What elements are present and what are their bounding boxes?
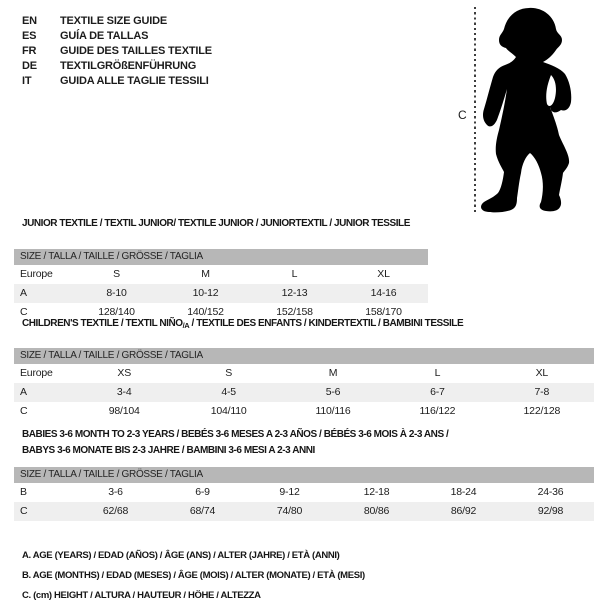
size-cell: 104/110 bbox=[210, 405, 247, 417]
size-cell: 4-5 bbox=[221, 386, 236, 398]
height-measure-line bbox=[474, 7, 476, 213]
language-row-fr bbox=[22, 44, 212, 59]
size-cell: L bbox=[291, 268, 298, 280]
size-cell: M bbox=[328, 367, 338, 379]
size-cell: 92/98 bbox=[537, 505, 564, 517]
row-label: C bbox=[20, 405, 28, 417]
table-row-b bbox=[14, 483, 594, 502]
size-cell: 86/92 bbox=[450, 505, 477, 517]
language-title: GUÍA DE TALLAS bbox=[60, 30, 149, 42]
row-label: C bbox=[20, 306, 28, 318]
size-cell: M bbox=[201, 268, 210, 280]
size-cell: 140/152 bbox=[187, 306, 224, 318]
language-row-de bbox=[22, 59, 212, 74]
table-row-europe bbox=[14, 265, 428, 284]
size-cell: S bbox=[113, 268, 120, 280]
size-cell: 6-7 bbox=[430, 386, 445, 398]
note-c: C. (cm) HEIGHT / ALTURA / HAUTEUR / HÖHE / ALTEZZA bbox=[22, 590, 261, 600]
language-row-en bbox=[22, 14, 212, 29]
size-cell: 128/140 bbox=[98, 306, 135, 318]
height-measure-label: C bbox=[458, 108, 467, 122]
size-cell: 110/116 bbox=[315, 405, 351, 417]
junior-table-title: JUNIOR TEXTILE / TEXTIL JUNIOR/ TEXTILE JUNIOR / JUNIORTEXTIL / JUNIOR TESSILE bbox=[22, 218, 410, 229]
babies-table-title bbox=[22, 427, 448, 459]
size-cell: XS bbox=[117, 367, 131, 379]
language-code: ES bbox=[22, 30, 37, 42]
title-text: / TEXTILE DES ENFANTS / KINDERTEXTIL / BAMBINI TESSILE bbox=[189, 318, 464, 329]
row-label: C bbox=[20, 505, 28, 517]
legend-notes bbox=[22, 546, 365, 600]
children-size-table bbox=[14, 348, 594, 421]
row-label: B bbox=[20, 486, 27, 498]
size-header-band: SIZE / TALLA / TAILLE / GRÖSSE / TAGLIA bbox=[14, 467, 594, 483]
row-label: Europe bbox=[20, 268, 53, 280]
size-cell: 7-8 bbox=[534, 386, 550, 398]
baby-silhouette-icon bbox=[478, 5, 594, 215]
size-cell: 152/158 bbox=[276, 306, 313, 318]
size-cell: 18-24 bbox=[450, 486, 477, 498]
size-cell: S bbox=[225, 367, 233, 379]
title-subscript: /A bbox=[182, 321, 190, 330]
size-header-band: SIZE / TALLA / TAILLE / GRÖSSE / TAGLIA bbox=[14, 249, 428, 265]
size-cell: 62/68 bbox=[102, 505, 129, 517]
table-row-c bbox=[14, 402, 594, 421]
language-title: GUIDA ALLE TAGLIE TESSILI bbox=[60, 75, 209, 87]
size-cell: 3-6 bbox=[108, 486, 123, 498]
row-label: A bbox=[20, 386, 27, 398]
language-title-block bbox=[22, 14, 212, 89]
note-b: B. AGE (MONTHS) / EDAD (MESES) / ÂGE (MOIS) / ALTER (MONATE) / ETÀ (MESI) bbox=[22, 570, 365, 581]
size-cell: XL bbox=[535, 367, 549, 379]
size-cell: 98/104 bbox=[108, 405, 140, 417]
table-row-a bbox=[14, 383, 594, 402]
size-cell: L bbox=[434, 367, 441, 379]
language-code: DE bbox=[22, 60, 37, 72]
size-cell: 10-12 bbox=[192, 287, 219, 299]
size-cell: 158/170 bbox=[365, 306, 402, 318]
size-cell: XL bbox=[377, 268, 390, 280]
language-code: EN bbox=[22, 15, 37, 27]
title-text: CHILDREN'S TEXTILE / TEXTIL NIÑO bbox=[22, 318, 183, 329]
babies-size-table bbox=[14, 467, 594, 521]
babies-title-line2: BABYS 3-6 MONATE BIS 2-3 JAHRE / BAMBINI 3-6 MESI A 2-3 ANNI bbox=[22, 445, 315, 456]
junior-size-table bbox=[14, 249, 428, 322]
size-cell: 80/86 bbox=[363, 505, 390, 517]
table-row-europe bbox=[14, 364, 594, 383]
language-title: GUIDE DES TAILLES TEXTILE bbox=[60, 45, 212, 57]
row-label: Europe bbox=[20, 367, 53, 379]
row-label: A bbox=[20, 287, 27, 299]
children-table-title bbox=[22, 318, 463, 330]
size-cell: 12-13 bbox=[281, 287, 308, 299]
size-cell: 68/74 bbox=[189, 505, 216, 517]
babies-title-line1: BABIES 3-6 MONTH TO 2-3 YEARS / BEBÉS 3-6 MESES A 2-3 AÑOS / BÉBÉS 3-6 MOIS À 2-3 ANS / bbox=[22, 429, 449, 440]
size-cell: 122/128 bbox=[523, 405, 561, 417]
language-code: IT bbox=[22, 75, 32, 87]
size-cell: 116/122 bbox=[419, 405, 456, 417]
size-cell: 74/80 bbox=[276, 505, 303, 517]
size-header-band: SIZE / TALLA / TAILLE / GRÖSSE / TAGLIA bbox=[14, 348, 594, 364]
language-code: FR bbox=[22, 45, 37, 57]
size-cell: 14-16 bbox=[370, 287, 397, 299]
size-cell: 6-9 bbox=[195, 486, 210, 498]
table-row-c bbox=[14, 502, 594, 521]
language-row-es bbox=[22, 29, 212, 44]
size-cell: 12-18 bbox=[363, 486, 390, 498]
note-a: A. AGE (YEARS) / EDAD (AÑOS) / ÂGE (ANS) / ALTER (JAHRE) / ETÀ (ANNI) bbox=[22, 550, 340, 561]
size-cell: 3-4 bbox=[116, 386, 132, 398]
language-row-it bbox=[22, 74, 212, 89]
size-cell: 9-12 bbox=[279, 486, 300, 498]
size-cell: 24-36 bbox=[537, 486, 564, 498]
size-cell: 8-10 bbox=[106, 287, 127, 299]
table-row-a bbox=[14, 284, 428, 303]
language-title: TEXTILGRÖßENFÜHRUNG bbox=[60, 60, 197, 72]
language-title: TEXTILE SIZE GUIDE bbox=[60, 15, 168, 27]
size-cell: 5-6 bbox=[325, 386, 341, 398]
